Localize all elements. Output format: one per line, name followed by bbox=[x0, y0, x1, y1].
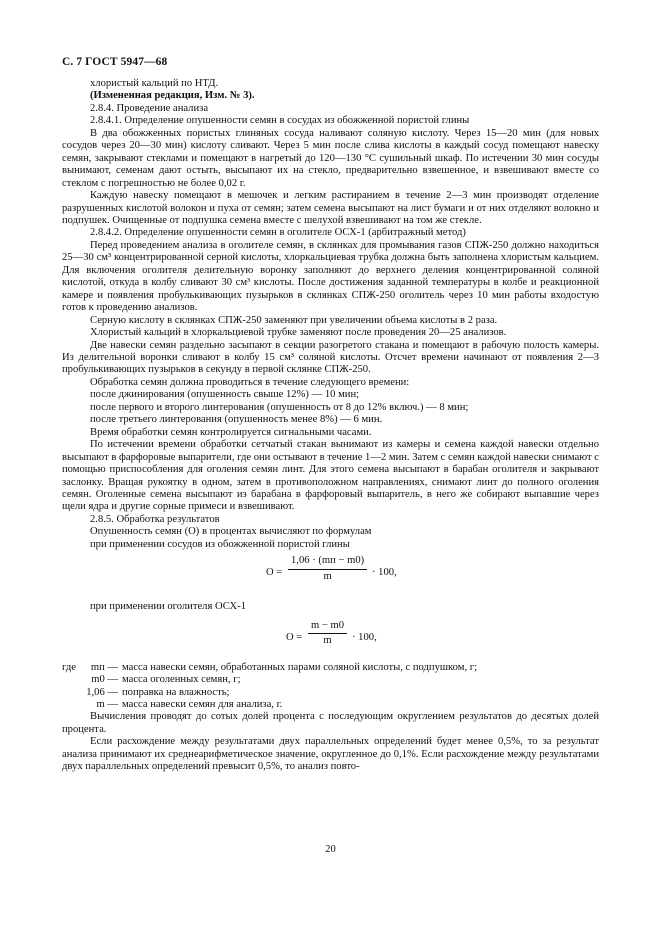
paragraph-2: 2.8.4. Проведение анализа bbox=[90, 102, 209, 114]
formula-1 bbox=[62, 551, 599, 595]
final-paragraph-1: Если расхождение между результатами двух параллельных определений будет менее 0,5%, то за результат анализа принимают их среднеарифметическое значение, округленное до 0,1%. Если расхождение между результатами двух параллельных определений превысит 0,5%, то анализ повто- bbox=[62, 736, 599, 773]
formula-2-fraction bbox=[308, 620, 347, 648]
formula-1-numerator: 1,06 · (mп − m0) bbox=[288, 555, 367, 569]
paragraph-18: Опушенность семян (О) в процентах вычисляют по формулам bbox=[90, 526, 372, 538]
final-paragraph-0: Вычисления проводят до сотых долей процента с последующим округлением результатов до десятых долей процента. bbox=[62, 711, 599, 735]
page-number: 20 bbox=[325, 844, 336, 855]
paragraph-3: 2.8.4.1. Определение опушенности семян в сосудах из обожженной пористой глины bbox=[90, 115, 470, 127]
paragraph-1: (Измененная редакция, Изм. № 3). bbox=[90, 90, 255, 102]
paragraph-8: Серную кислоту в склянках СПЖ-250 заменяют при увеличении объема кислоты в 2 раза. bbox=[90, 314, 498, 326]
definition-text: масса навески семян, обработанных парами соляной кислоты, с подпушком, г; bbox=[122, 661, 478, 673]
formula-2-lhs: О = bbox=[286, 631, 303, 643]
formula-1-tail: · 100, bbox=[372, 567, 397, 579]
definition-symbol: 1,06 — bbox=[86, 686, 118, 698]
paragraph-0: хлористый кальций по НТД. bbox=[90, 78, 219, 89]
formula-2 bbox=[62, 614, 599, 658]
paragraph-15: Время обработки семян контролируется сигнальными часами. bbox=[90, 426, 372, 438]
definition-text: масса оголенных семян, г; bbox=[122, 674, 241, 686]
final-paragraph-list bbox=[62, 711, 599, 773]
definition-symbol: mп — bbox=[90, 661, 118, 673]
paragraph-12: после джинирования (опушенность свыше 12%) — 10 мин; bbox=[90, 389, 360, 401]
definition-list bbox=[62, 662, 599, 712]
paragraph-4: В два обожженных пористых глиняных сосуда наливают соляную кислоту. Через 15—20 мин (для новых сосудов через 20—30 мин) кислоту сливают. Через 5 мин после слива кислоты в каждый сосуд помещают навеску семян, закрывают стеклами и помещают в нагретый до 120—130 °С сушильный шкаф. По истечении 30 мин сосуды вынимают, семенам дают остыть, высыпают их на стекло, предварительно взвешенное, и взвешивают вместе со стеклом с погрешностью не более 0,02 г. bbox=[62, 127, 599, 189]
page-header: С. 7 ГОСТ 5947—68 bbox=[62, 56, 168, 68]
paragraph-5: Каждую навеску помещают в мешочек и легким растиранием в течение 2—3 мин производят отделение разрушенных кислотой волокон и пуха от семян; затем семена высыпают на лист бумаги и от них отделяют волокно и подпушек. Очищенные от подпушка семена вместе с шелухой взвешивают на том же стекле. bbox=[62, 190, 599, 226]
document-body bbox=[62, 78, 599, 774]
paragraph-list bbox=[62, 78, 599, 551]
formula-2-numerator: m − m0 bbox=[308, 620, 347, 634]
paragraph-11: Обработка семян должна проводиться в течение следующего времени: bbox=[90, 376, 410, 388]
definition-row bbox=[62, 662, 599, 674]
formula-2-tail: · 100, bbox=[352, 631, 377, 643]
definition-text: масса навески семян для анализа, г. bbox=[122, 698, 283, 710]
formula-1-denominator: m bbox=[323, 570, 332, 582]
paragraph-13: после первого и второго линтерования (опушенность от 8 до 12% включ.) — 8 мин; bbox=[90, 401, 469, 413]
paragraph-17: 2.8.5. Обработка результатов bbox=[90, 513, 220, 525]
formula-2-denominator: m bbox=[323, 635, 332, 647]
definition-row bbox=[62, 674, 599, 686]
definition-symbol: m0 — bbox=[91, 674, 118, 686]
definition-row bbox=[62, 699, 599, 711]
definition-text: поправка на влажность; bbox=[122, 686, 230, 698]
paragraph-14: после третьего линтерования (опушенность менее 8%) — 6 мин. bbox=[90, 414, 383, 426]
definition-symbol: m — bbox=[96, 698, 118, 710]
paragraph-6: 2.8.4.2. Определение опушенности семян в оголителе ОСХ-1 (арбитражный метод) bbox=[90, 227, 466, 239]
definition-prefix: где bbox=[62, 661, 76, 673]
paragraph-19: при применении сосудов из обожженной пористой глины bbox=[90, 538, 350, 550]
paragraph-16: По истечении времени обработки сетчатый стакан вынимают из камеры и семена каждой навески отдельно высыпают в фарфоровые выпарители, где они остывают в течение 1—2 мин. Затем с семян каждой навески снимают с помощью приспособления для оголения семян линт. Для этого семена высыпают в барабан оголителя и закрывают заслонку. Вращая рукоятку в одном, затем в противоположном направлениях, снимают линт до полного оголения семян. Оголенные семена высыпают из барабана в фарфоровый выпаритель, в него же собирают выпавшие через щели ядра и другие сорные примеси и взвешивают. bbox=[62, 439, 600, 513]
formula-1-lhs: О = bbox=[266, 567, 283, 579]
paragraph-9: Хлористый кальций в хлоркальциевой трубке заменяют после проведения 20—25 анализов. bbox=[90, 327, 507, 339]
formula-2-intro: при применении оголителя ОСХ-1 bbox=[90, 601, 247, 613]
paragraph-7: Перед проведением анализа в оголителе семян, в склянках для промывания газов СПЖ-250 должно находиться 25—30 см³ концентрированной серной кислоты, хлоркальциевая трубка должна быть заполнена хлористым кальцием. Для включения оголителя делительную воронку заполняют до верхнего деления концентрированной соляной кислотой, откуда в колбу сливают 30 см³ кислоты. После достижения заданной температуры в колбе и реакционной камере и появления пробулькивающих пузырьков в склянках СПЖ-250 оголитель через 10 мин работы входостую готов к проведению анализов. bbox=[62, 239, 599, 314]
formula-1-fraction bbox=[288, 555, 367, 583]
paragraph-10: Две навески семян раздельно засыпают в секции разогретого стакана и помещают в рабочую полость камеры. Из делительной воронки сливают в колбу 15 см³ соляной кислоты. Отсчет времени начинают от появления 2—3 пробулькивающих пузырьков в секунду в первой склянке СПЖ-250. bbox=[62, 339, 599, 376]
definition-row bbox=[62, 687, 599, 699]
